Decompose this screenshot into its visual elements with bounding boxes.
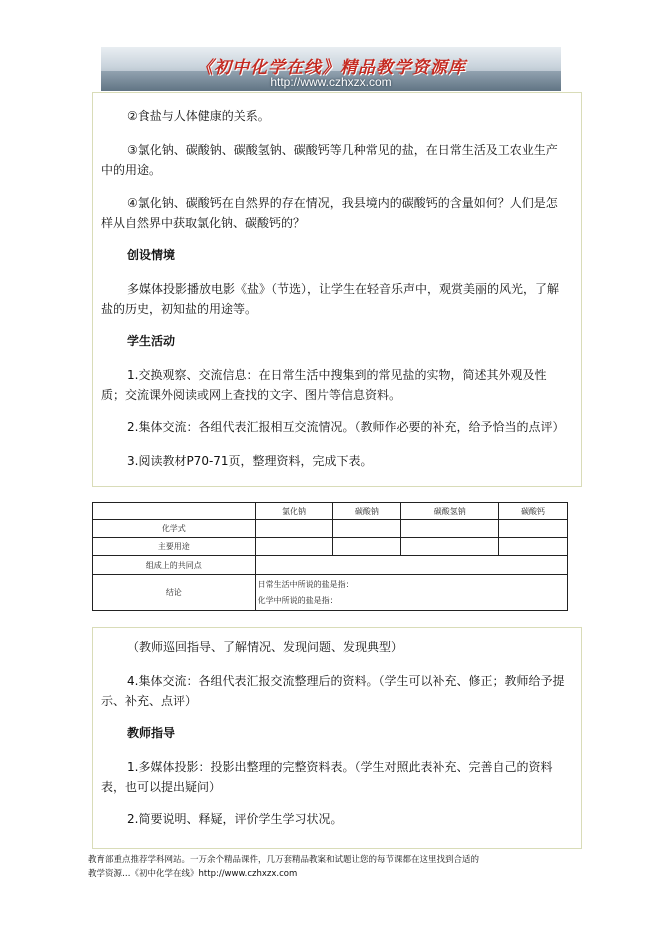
table-header-cell: 碳酸氢钠 [401, 503, 499, 520]
table-row [93, 520, 568, 538]
conclusion-daily-life: 日常生活中所说的盐是指： [257, 579, 354, 589]
table-row [93, 556, 568, 575]
table-cell-conclusion[interactable] [255, 575, 567, 611]
table-row [93, 575, 568, 611]
row-label-use: 主要用途 [93, 538, 256, 556]
header-banner [101, 47, 561, 91]
conclusion-chemistry: 化学中所说的盐是指： [257, 595, 338, 605]
table-cell[interactable] [401, 538, 499, 556]
heading-create-scene: 创设情境 [127, 248, 176, 262]
banner-title: 《初中化学在线》精品教学资源库 [196, 58, 466, 78]
table-header-cell: 碳酸钙 [499, 503, 568, 520]
table-cell-common[interactable] [255, 556, 567, 575]
footer-line2 [88, 867, 568, 881]
footer-prefix: 教学资源…《初中化学在线》 [88, 869, 199, 879]
salt-comparison-table [92, 502, 568, 611]
table-cell[interactable] [255, 538, 333, 556]
guide-projection: 1.多媒体投影：投影出整理的完整资料表。（学生对照此表补充、完善自己的资料表，也可以提出疑问） [101, 760, 553, 794]
table-cell[interactable] [333, 520, 401, 538]
heading-student-activity: 学生活动 [127, 334, 176, 348]
footer-link[interactable]: http://www.czhxzx.com [198, 869, 298, 879]
table-cell[interactable] [333, 538, 401, 556]
heading-teacher-guide: 教师指导 [127, 726, 176, 740]
banner-url[interactable]: http://www.czhxzx.com [270, 75, 392, 89]
item-salt-nature: ④氯化钠、碳酸钙在自然界的存在情况，我县境内的碳酸钙的含量如何？人们是怎样从自然界中获取氯化钠、碳酸钙的？ [101, 196, 558, 230]
teacher-note: （教师巡回指导、了解情况、发现问题、发现典型） [127, 640, 404, 654]
footer-line1: 教育部重点推荐学科网站。一万余个精品课件，几万套精品教案和试题让您的每节课都在这里找到合适的 [88, 855, 480, 865]
group-exchange: 4.集体交流：各组代表汇报交流整理后的资料。（学生可以补充、修正；教师给予提示、补充、点评） [101, 674, 565, 708]
item-salt-uses: ③氯化钠、碳酸钠、碳酸氢钠、碳酸钙等几种常见的盐，在日常生活及工农业生产中的用途。 [101, 143, 558, 177]
row-label-common: 组成上的共同点 [93, 556, 256, 575]
table-cell[interactable] [499, 538, 568, 556]
row-label-conclusion: 结论 [93, 575, 256, 611]
table-row [93, 538, 568, 556]
table-cell[interactable] [499, 520, 568, 538]
activity-read-textbook: 3.阅读教材P70-71页，整理资料，完成下表。 [127, 454, 373, 468]
table-cell[interactable] [401, 520, 499, 538]
footer [88, 853, 568, 881]
table-cell[interactable] [255, 520, 333, 538]
activity-group-report: 2.集体交流：各组代表汇报相互交流情况。（教师作必要的补充，给予恰当的点评） [127, 420, 565, 434]
table-header-cell: 氯化钠 [255, 503, 333, 520]
scene-text: 多媒体投影播放电影《盐》（节选），让学生在轻音乐声中，观赏美丽的风光，了解盐的历史，初知盐的用途等。 [101, 282, 560, 316]
guide-explain: 2.简要说明、释疑，评价学生学习状况。 [127, 812, 343, 826]
table-header-cell [93, 503, 256, 520]
table-header-cell: 碳酸钠 [333, 503, 401, 520]
item-salt-health: ②食盐与人体健康的关系。 [127, 109, 270, 123]
activity-exchange: 1.交换观察、交流信息：在日常生活中搜集到的常见盐的实物，简述其外观及性质；交流课外阅读或网上查找的文字、图片等信息资料。 [101, 368, 547, 402]
row-label-formula: 化学式 [93, 520, 256, 538]
table-header-row [93, 503, 568, 520]
